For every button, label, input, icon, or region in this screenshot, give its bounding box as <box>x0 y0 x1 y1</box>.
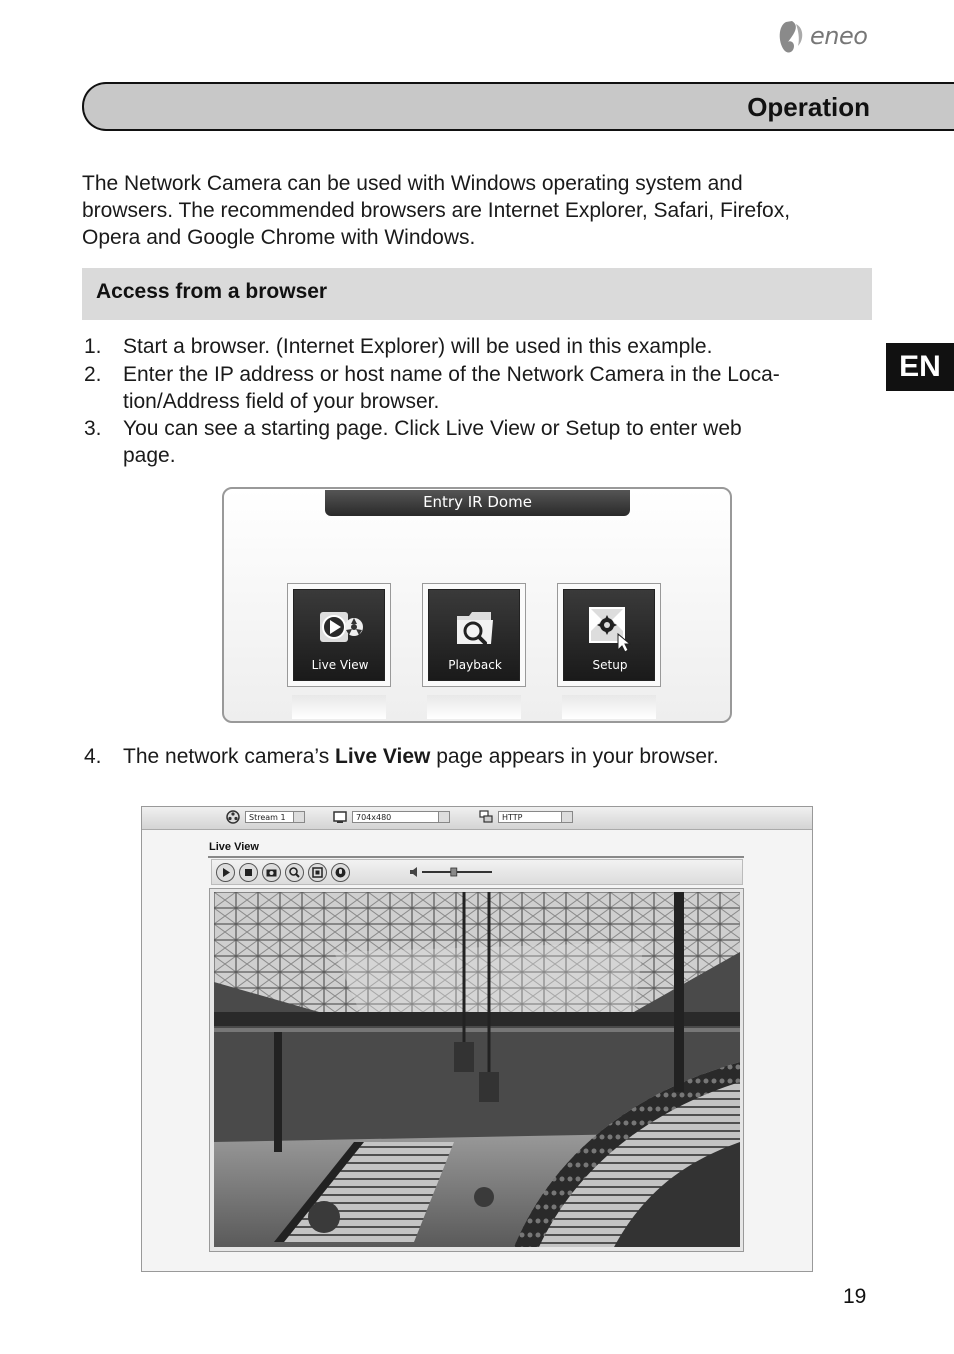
setup-tile[interactable] <box>557 583 661 687</box>
tile-label: Playback <box>448 658 502 672</box>
chevron-down-icon <box>293 812 304 822</box>
entry-page-title: Entry IR Dome <box>325 490 630 516</box>
fullscreen-icon <box>309 864 326 881</box>
step-text: page. <box>123 444 176 467</box>
intro-line-3: Opera and Google Chrome with Windows. <box>82 226 476 249</box>
step-number: 2. <box>84 363 102 386</box>
live-view-icon <box>316 604 364 652</box>
step-text-bold: Live View <box>335 745 431 768</box>
volume-slider[interactable] <box>408 865 494 879</box>
play-button[interactable] <box>216 863 235 882</box>
resolution-select[interactable] <box>352 811 450 823</box>
chevron-down-icon <box>561 812 572 822</box>
section-heading: Access from a browser <box>96 280 328 303</box>
intro-line-1: The Network Camera can be used with Windows operating system and <box>82 172 743 195</box>
divider <box>208 856 744 858</box>
tile-reflection <box>292 695 386 719</box>
step-text: You can see a starting page. Click Live View or Setup to enter web <box>123 417 742 440</box>
step-text-part: page appears in your browser. <box>430 745 719 768</box>
language-tab: EN <box>886 343 954 391</box>
speaker-icon <box>410 867 417 877</box>
live-view-title: Live View <box>209 841 259 853</box>
live-video-image <box>214 892 740 1247</box>
step-text <box>123 743 868 770</box>
step-number: 4. <box>84 745 102 768</box>
tile-reflection <box>562 695 656 719</box>
step-text-part: The network camera’s <box>123 745 336 768</box>
step-number: 3. <box>84 417 102 440</box>
intro-line-2: browsers. The recommended browsers are Internet Explorer, Safari, Firefox, <box>82 199 791 222</box>
setup-icon <box>586 604 634 652</box>
page-title: Operation <box>747 92 870 122</box>
stop-button[interactable] <box>239 863 258 882</box>
snapshot-button[interactable] <box>262 863 281 882</box>
stop-icon <box>240 864 257 881</box>
page-number: 19 <box>843 1285 867 1308</box>
logo-text: eneo <box>810 22 868 50</box>
volume-knob <box>451 868 457 876</box>
playback-icon <box>451 604 499 652</box>
tile-reflection <box>427 695 521 719</box>
network-icon <box>479 810 493 824</box>
zoom-icon <box>286 864 303 881</box>
step-number: 1. <box>84 335 102 358</box>
play-icon <box>217 864 234 881</box>
talk-button[interactable] <box>331 863 350 882</box>
step-text: tion/Address field of your browser. <box>123 390 440 413</box>
tile-label: Setup <box>592 658 628 672</box>
fullscreen-button[interactable] <box>308 863 327 882</box>
stream-select[interactable] <box>245 811 305 823</box>
step-text: Start a browser. (Internet Explorer) will be used in this example. <box>123 335 713 358</box>
camera-icon <box>263 864 280 881</box>
chevron-down-icon <box>438 812 449 822</box>
stream-icon <box>226 810 240 824</box>
zoom-button[interactable] <box>285 863 304 882</box>
tile-label: Live View <box>311 658 369 672</box>
resolution-select-value: 704x480 <box>356 813 392 822</box>
protocol-select-value: HTTP <box>502 813 523 822</box>
monitor-icon <box>333 810 347 824</box>
stream-select-value: Stream 1 <box>249 813 286 822</box>
protocol-select[interactable] <box>498 811 573 823</box>
live-view-tile[interactable] <box>287 583 391 687</box>
microphone-icon <box>332 864 349 881</box>
step-text: Enter the IP address or host name of the Network Camera in the Loca- <box>123 363 780 386</box>
live-view-toolbar <box>142 807 812 830</box>
playback-tile[interactable] <box>422 583 526 687</box>
